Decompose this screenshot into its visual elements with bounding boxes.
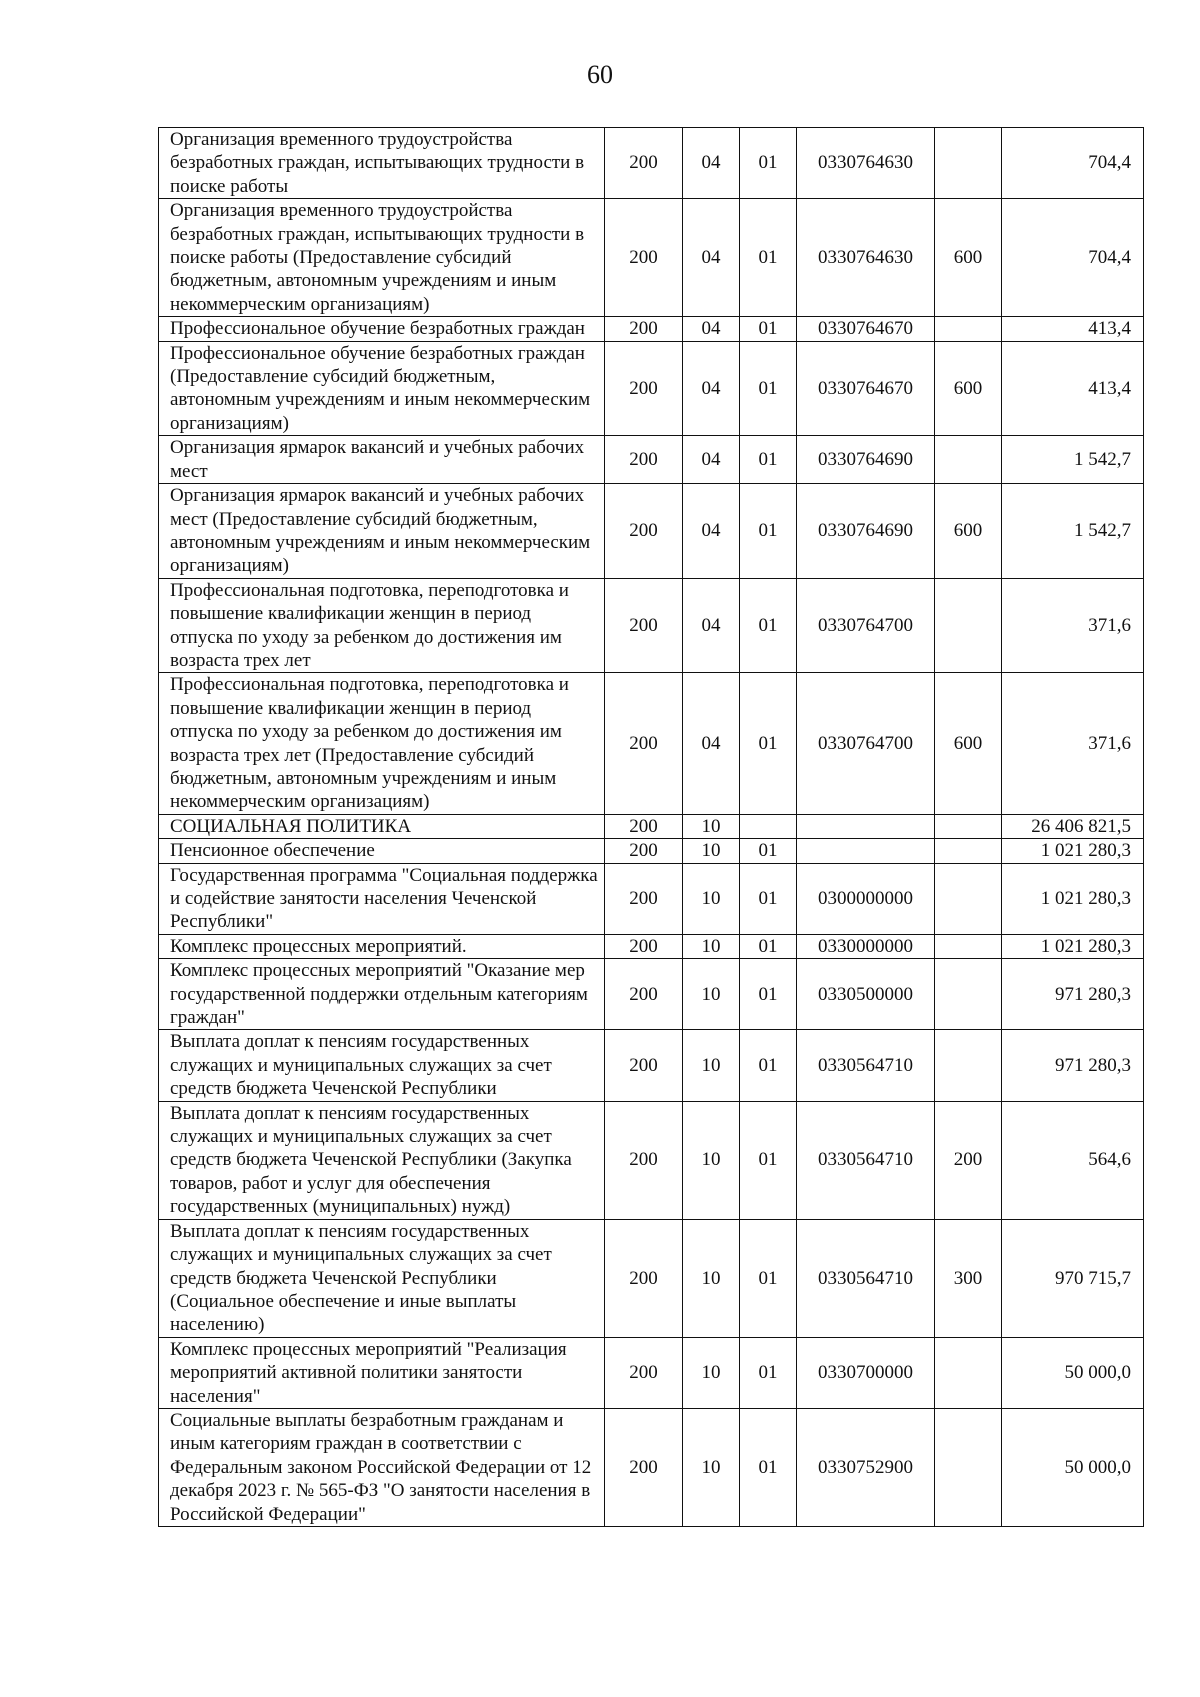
grbs-cell: 200	[605, 436, 683, 484]
amount-cell: 1 021 280,3	[1002, 839, 1144, 863]
row-name-cell: СОЦИАЛЬНАЯ ПОЛИТИКА	[159, 814, 605, 838]
target-article-cell: 0330764700	[797, 578, 935, 673]
grbs-cell: 200	[605, 1030, 683, 1101]
row-name-cell: Выплата доплат к пенсиям государственных служащих и муниципальных служащих за счет средств бюджета Чеченской Республики (Социальное обеспечение и иные выплаты населению)	[159, 1219, 605, 1337]
target-article-cell: 0330564710	[797, 1101, 935, 1219]
target-article-cell: 0330764690	[797, 484, 935, 579]
target-article-cell: 0330764690	[797, 436, 935, 484]
expense-type-cell: 600	[935, 673, 1002, 814]
subsection-cell: 01	[740, 1337, 797, 1408]
target-article-cell: 0330764670	[797, 317, 935, 341]
table-row	[159, 959, 1144, 1030]
amount-cell: 1 542,7	[1002, 436, 1144, 484]
amount-cell: 371,6	[1002, 578, 1144, 673]
target-article-cell	[797, 814, 935, 838]
grbs-cell: 200	[605, 1408, 683, 1526]
expense-type-cell	[935, 578, 1002, 673]
section-cell: 04	[683, 578, 740, 673]
target-article-cell: 0330500000	[797, 959, 935, 1030]
expense-type-cell: 300	[935, 1219, 1002, 1337]
expense-type-cell: 600	[935, 199, 1002, 317]
row-name-cell: Организация временного трудоустройства безработных граждан, испытывающих трудности в поиске работы (Предоставление субсидий бюджетным, автономным учреждениям и иным некоммерческим организациям)	[159, 199, 605, 317]
amount-cell: 704,4	[1002, 128, 1144, 199]
section-cell: 10	[683, 839, 740, 863]
row-name-cell: Организация временного трудоустройства безработных граждан, испытывающих трудности в поиске работы	[159, 128, 605, 199]
target-article-cell: 0330700000	[797, 1337, 935, 1408]
section-cell: 04	[683, 484, 740, 579]
subsection-cell: 01	[740, 199, 797, 317]
expense-type-cell: 600	[935, 484, 1002, 579]
subsection-cell: 01	[740, 1219, 797, 1337]
section-cell: 10	[683, 1337, 740, 1408]
section-cell: 10	[683, 1408, 740, 1526]
table-row	[159, 484, 1144, 579]
grbs-cell: 200	[605, 199, 683, 317]
amount-cell: 971 280,3	[1002, 959, 1144, 1030]
row-name-cell: Комплекс процессных мероприятий "Оказание мер государственной поддержки отдельным категориям граждан"	[159, 959, 605, 1030]
row-name-cell: Государственная программа "Социальная поддержка и содействие занятости населения Чеченской Республики"	[159, 863, 605, 934]
table-row	[159, 1030, 1144, 1101]
budget-table	[158, 127, 1144, 1527]
amount-cell: 1 021 280,3	[1002, 934, 1144, 958]
subsection-cell: 01	[740, 839, 797, 863]
target-article-cell: 0330564710	[797, 1030, 935, 1101]
grbs-cell: 200	[605, 839, 683, 863]
row-name-cell: Профессиональное обучение безработных граждан	[159, 317, 605, 341]
expense-type-cell	[935, 1408, 1002, 1526]
table-row	[159, 863, 1144, 934]
table-row	[159, 317, 1144, 341]
subsection-cell: 01	[740, 341, 797, 436]
section-cell: 10	[683, 814, 740, 838]
subsection-cell: 01	[740, 484, 797, 579]
subsection-cell	[740, 814, 797, 838]
table-row	[159, 1408, 1144, 1526]
subsection-cell: 01	[740, 1030, 797, 1101]
row-name-cell: Выплата доплат к пенсиям государственных служащих и муниципальных служащих за счет средств бюджета Чеченской Республики	[159, 1030, 605, 1101]
row-name-cell: Профессиональная подготовка, переподготовка и повышение квалификации женщин в период отпуска по уходу за ребенком до достижения им возраста трех лет (Предоставление субсидий бюджетным, автономным учреждениям и иным некоммерческим организациям)	[159, 673, 605, 814]
amount-cell: 50 000,0	[1002, 1408, 1144, 1526]
amount-cell: 564,6	[1002, 1101, 1144, 1219]
expense-type-cell	[935, 863, 1002, 934]
grbs-cell: 200	[605, 317, 683, 341]
subsection-cell: 01	[740, 1408, 797, 1526]
expense-type-cell	[935, 814, 1002, 838]
row-name-cell: Пенсионное обеспечение	[159, 839, 605, 863]
grbs-cell: 200	[605, 959, 683, 1030]
subsection-cell: 01	[740, 578, 797, 673]
target-article-cell: 0330752900	[797, 1408, 935, 1526]
grbs-cell: 200	[605, 934, 683, 958]
expense-type-cell	[935, 959, 1002, 1030]
amount-cell: 413,4	[1002, 317, 1144, 341]
row-name-cell: Социальные выплаты безработным гражданам и иным категориям граждан в соответствии с Федеральным законом Российской Федерации от 12 декабря 2023 г. № 565-ФЗ "О занятости населения в Российской Федерации"	[159, 1408, 605, 1526]
section-cell: 04	[683, 199, 740, 317]
section-cell: 04	[683, 673, 740, 814]
section-cell: 10	[683, 1219, 740, 1337]
row-name-cell: Комплекс процессных мероприятий "Реализация мероприятий активной политики занятости населения"	[159, 1337, 605, 1408]
amount-cell: 1 021 280,3	[1002, 863, 1144, 934]
grbs-cell: 200	[605, 673, 683, 814]
amount-cell: 970 715,7	[1002, 1219, 1144, 1337]
expense-type-cell	[935, 317, 1002, 341]
target-article-cell: 0330764670	[797, 341, 935, 436]
expense-type-cell	[935, 1337, 1002, 1408]
table-row	[159, 814, 1144, 838]
subsection-cell: 01	[740, 1101, 797, 1219]
grbs-cell: 200	[605, 484, 683, 579]
row-name-cell: Выплата доплат к пенсиям государственных служащих и муниципальных служащих за счет средств бюджета Чеченской Республики (Закупка товаров, работ и услуг для обеспечения государственных (муниципальных) нужд)	[159, 1101, 605, 1219]
target-article-cell: 0330764630	[797, 199, 935, 317]
amount-cell: 413,4	[1002, 341, 1144, 436]
target-article-cell	[797, 839, 935, 863]
target-article-cell: 0330564710	[797, 1219, 935, 1337]
table-row	[159, 1337, 1144, 1408]
section-cell: 10	[683, 959, 740, 1030]
table-row	[159, 1219, 1144, 1337]
grbs-cell: 200	[605, 1337, 683, 1408]
section-cell: 04	[683, 436, 740, 484]
table-row	[159, 341, 1144, 436]
grbs-cell: 200	[605, 1101, 683, 1219]
section-cell: 10	[683, 863, 740, 934]
subsection-cell: 01	[740, 128, 797, 199]
amount-cell: 1 542,7	[1002, 484, 1144, 579]
table-row	[159, 128, 1144, 199]
target-article-cell: 0330000000	[797, 934, 935, 958]
table-row	[159, 578, 1144, 673]
table-row	[159, 199, 1144, 317]
target-article-cell: 0330764700	[797, 673, 935, 814]
expense-type-cell: 600	[935, 341, 1002, 436]
amount-cell: 26 406 821,5	[1002, 814, 1144, 838]
amount-cell: 971 280,3	[1002, 1030, 1144, 1101]
expense-type-cell	[935, 934, 1002, 958]
subsection-cell: 01	[740, 317, 797, 341]
grbs-cell: 200	[605, 341, 683, 436]
amount-cell: 704,4	[1002, 199, 1144, 317]
table-row	[159, 1101, 1144, 1219]
subsection-cell: 01	[740, 934, 797, 958]
section-cell: 10	[683, 1030, 740, 1101]
grbs-cell: 200	[605, 814, 683, 838]
section-cell: 10	[683, 1101, 740, 1219]
expense-type-cell	[935, 1030, 1002, 1101]
section-cell: 04	[683, 341, 740, 436]
target-article-cell: 0300000000	[797, 863, 935, 934]
table-row	[159, 436, 1144, 484]
subsection-cell: 01	[740, 436, 797, 484]
grbs-cell: 200	[605, 578, 683, 673]
section-cell: 10	[683, 934, 740, 958]
table-row	[159, 934, 1144, 958]
row-name-cell: Организация ярмарок вакансий и учебных рабочих мест (Предоставление субсидий бюджетным, автономным учреждениям и иным некоммерческим организациям)	[159, 484, 605, 579]
target-article-cell: 0330764630	[797, 128, 935, 199]
grbs-cell: 200	[605, 128, 683, 199]
subsection-cell: 01	[740, 959, 797, 1030]
row-name-cell: Комплекс процессных мероприятий.	[159, 934, 605, 958]
section-cell: 04	[683, 128, 740, 199]
expense-type-cell: 200	[935, 1101, 1002, 1219]
amount-cell: 371,6	[1002, 673, 1144, 814]
expense-type-cell	[935, 839, 1002, 863]
subsection-cell: 01	[740, 673, 797, 814]
grbs-cell: 200	[605, 863, 683, 934]
row-name-cell: Профессиональная подготовка, переподготовка и повышение квалификации женщин в период отпуска по уходу за ребенком до достижения им возраста трех лет	[159, 578, 605, 673]
grbs-cell: 200	[605, 1219, 683, 1337]
table-row	[159, 839, 1144, 863]
page-number: 60	[587, 60, 613, 89]
row-name-cell: Организация ярмарок вакансий и учебных рабочих мест	[159, 436, 605, 484]
section-cell: 04	[683, 317, 740, 341]
amount-cell: 50 000,0	[1002, 1337, 1144, 1408]
expense-type-cell	[935, 128, 1002, 199]
row-name-cell: Профессиональное обучение безработных граждан (Предоставление субсидий бюджетным, автономным учреждениям и иным некоммерческим организациям)	[159, 341, 605, 436]
table-row	[159, 673, 1144, 814]
subsection-cell: 01	[740, 863, 797, 934]
expense-type-cell	[935, 436, 1002, 484]
